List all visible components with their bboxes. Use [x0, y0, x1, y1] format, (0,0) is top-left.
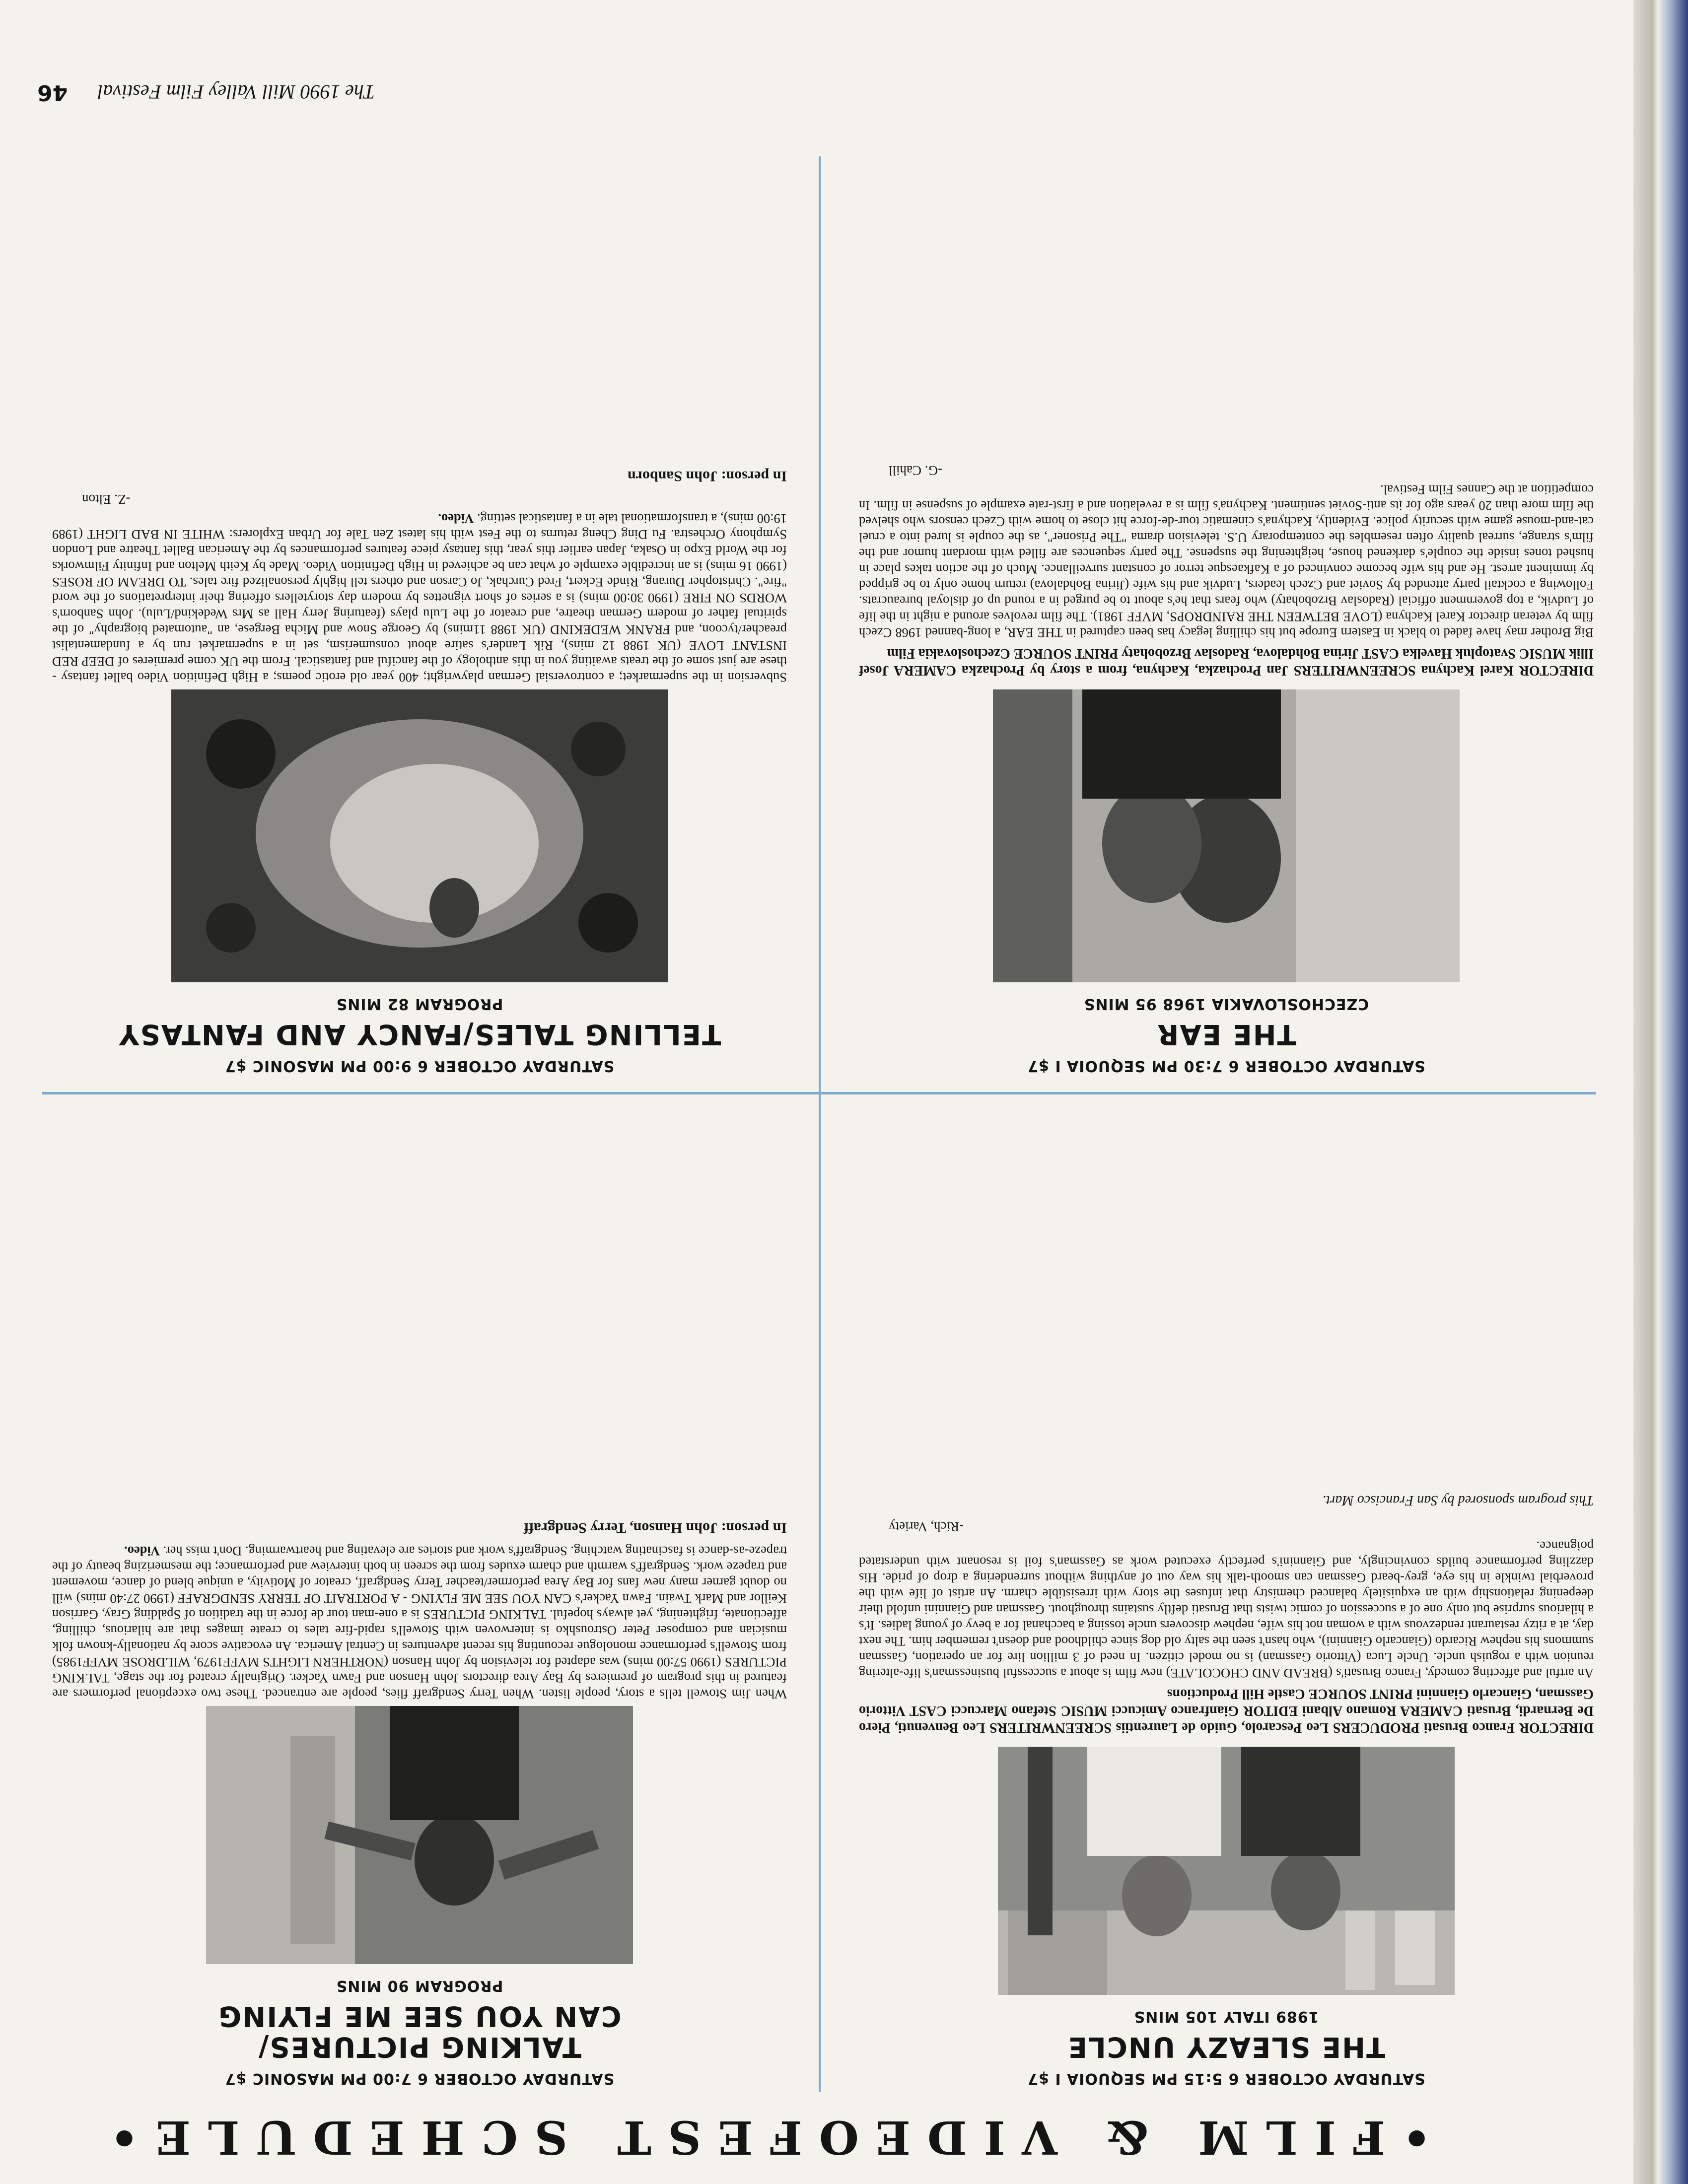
screening-info: SATURDAY OCTOBER 6 9:00 PM MASONIC $7 [224, 1057, 615, 1075]
film-credits: DIRECTOR Franco Brusati PRODUCERS Leo Pescarolo, Guido de Laurentiis SCREENWRITERS Leo Benvenuti, Piero De Bernardi, Brusati CAMERA Romano Albani EDITOR Gianfranco Amicucci MUSIC Stefano Marcucci CAST Vittorio Gassman, Giancarlo Giannini PRINT SOURCE Castle Hill Productions [859, 1686, 1594, 1735]
film-still-image [206, 1706, 633, 1964]
film-entry-sleazy-uncle [859, 1492, 1594, 2087]
film-still-image [993, 689, 1460, 982]
review-attribution: -G. Cahill [889, 463, 942, 478]
film-entry-the-ear [859, 463, 1594, 1075]
banner-bullet-left: • [1385, 2111, 1431, 2164]
film-title-line: TALKING PICTURES/ [257, 2031, 582, 2063]
publication-title: The 1990 Mill Valley Film Festival [97, 81, 375, 103]
screening-info: SATURDAY OCTOBER 6 7:00 PM MASONIC $7 [224, 2070, 615, 2087]
banner-bullet-right: • [93, 2111, 139, 2164]
film-still-image [171, 689, 668, 982]
film-still-photo [171, 689, 668, 982]
banner-text: FILM & VIDEOFEST SCHEDULE [139, 2111, 1386, 2164]
film-title-line: THE SLEAZY UNCLE [1067, 2031, 1386, 2063]
screening-info: SATURDAY OCTOBER 6 7:30 PM SEQUOIA I $7 [1027, 1057, 1425, 1075]
page-number: 46 [37, 80, 68, 105]
sponsor-note: This program sponsored by San Francisco Mart. [1322, 1493, 1594, 1508]
film-entry-telling-tales [52, 468, 787, 1075]
film-title [52, 1019, 787, 1049]
film-still-photo [206, 1706, 633, 1964]
film-credits: DIRECTOR Karel Kachyna SCREENWRITERS Jan Prochazka, Kachyna, from a story by Prochazka CAMERA Josef Illik MUSIC Svatopluk Havelka CAST Jirina Bohdalova, Radoslav Brzobohaty PRINT SOURCE Czechoslovakia Film [859, 646, 1594, 678]
column-divider [819, 156, 821, 2092]
film-still-image [998, 1747, 1455, 1995]
film-title [52, 2000, 787, 2062]
film-title-line: TELLING TALES/FANCY AND FANTASY [118, 1018, 721, 1050]
film-entry-talking-pictures [52, 1519, 787, 2087]
film-year-country-length: 1989 ITALY 105 MINS [1133, 2008, 1319, 2025]
film-still-photo [998, 1747, 1455, 1995]
page-footer [37, 80, 559, 105]
review-attribution: -Z. Elton [82, 492, 131, 507]
screening-info: SATURDAY OCTOBER 6 5:15 PM SEQUOIA I $7 [1027, 2070, 1425, 2087]
film-title-line: CAN YOU SEE ME FLYING [217, 2000, 622, 2032]
page-edge [1633, 0, 1688, 2184]
schedule-banner [92, 2111, 1432, 2164]
film-title [859, 1019, 1594, 1049]
program-description-text: When Jim Stowell tells a story, people listen. When Terry Sendgraff flies, people are entranced. These two exceptional performers are featured in this program of premieres by Bay Area directors John Hanson and Fawn Yacker. Originally created for the stage, TALKING PICTURES (1990 57:00 mins) was adapted for television by John Hanson (NORTHERN LIGHTS MVFF1979, WILDROSE MVFF1985) from Stowell's performance monologue recounting his recent adventures in Central America. An evocative score by nationally-known folk musician and composer Peter Ostroushko is interwoven with Stowell's rapid-fire tales to create images that are hilarious, chilling, affectionate, frightening, yet always hopeful. TALKING PICTURES is a one-man tour de force in the tradition of Spalding Gray, Garrison Keillor and Mark Twain. Fawn Yacker's CAN YOU SEE ME FLYING - A PORTRAIT OF TERRY SENDGRAFF (1990 27:40 mins) will no doubt garner many new fans for Bay Area performer/teacher Terry Sendgraff, creator of Motivity, a unique blend of dance, movement and trapeze work. Sendgraff's warmth and charm exudes from the screen in both interview and performance; the mesmerizing beauty of the trapeze-as-dance is fascinating watching. Sendgraff's work and stories are elevating and heartwarming. Don't miss her. [52, 1544, 787, 1702]
program-length: PROGRAM 90 MINS [336, 1977, 503, 1994]
format-tag: Video. [438, 511, 474, 526]
film-year-country-length: CZECHOSLOVAKIA 1968 95 MINS [1083, 995, 1369, 1013]
film-description: Big Brother may have faded to black in Eastern Europe but his chilling legacy has been captured in THE EAR, a long-banned 1968 Czech film by veteran director Karel Kachyna (LOVE BETWEEN THE RAINDROPS, MVFF 1981). The film revolves around a night in the life of Ludvik, a top government official (Radoslav Brzobohaty) who fears that he's about to be purged in a round up of disloyal bureaucrats. Following a cocktail party attended by Soviet and Czech leaders, Ludvik and his wife (Jirina Bohdalova) return home only to be gripped by imminent arrest. He and his wife become convinced of a Kafkaesque terror of constant surveillance. Much of the action takes place in hushed tones inside the couple's darkened house, heightening the suspense. The party sequences are filled with mordant humor and the film's strange, surreal quality often resembles the contemporary U.S. television drama "The Prisoner", as the couple is lured into a cruel cat-and-mouse game with security police. Evidently, Kachyna's cinematic tour-de-force hit close to home with Czech censors who shelved the film more than 20 years ago for its anti-Soviet sentiment. Kachyna's film is a revelation and a first-rate example of suspense in film. In competition at the Cannes Film Festival. [859, 482, 1594, 640]
film-still-photo [993, 689, 1460, 982]
program-description-text: Subversion in the supermarket; a controversial German playwright; 400 year old erotic poems; a High Definition Video ballet fantasy - these are just some of the treats awaiting you in this anthology of the fanciful and fantastical. From the UK come premieres of DEEP RED INSTANT LOVE (UK 1988 12 mins), Rik Lander's satire about consumerism, set in a supermarket run by a fundamentalist preacher/tycoon, and FRANK WEDEKIND (UK 1988 11mins) by George Snow and Micha Bergese, an "automated biography" of the spiritual father of modern German theatre, and creator of the Lulu plays (featuring Jerry Hall as Mrs Wedekind/Lulu). John Sanborn's WORDS ON FIRE (1990 30:00 mins) is a series of short vignettes by modern day storytellers offering their interpretations of the word "fire". Christopher Durang, Rinde Eckert, Fred Curchak, Jo Carson and others tell highly personalized fire tales. TO DREAM OF ROSES (1990 16 mins) is an incredible example of what can be achieved in High Definition Video. Made by Keith Melton and Infinity Filmworks for the World Expo in Osaka, Japan earlier this year, this fantasy piece features performances by the American Ballet Theatre and London Symphony Orchestra. Fu Ding Cheng returns to the Fest with his latest Zen Tale for Urban Explorers: WHITE IN BAD LIGHT (1989 19:00 mins), a transformational tale in a fantastical setting. [52, 511, 787, 685]
review-attribution: -Rich, Variety [889, 1519, 964, 1534]
row-divider [42, 1092, 1596, 1094]
film-description: An artful and affecting comedy, Franco Brusati's (BREAD AND CHOCOLATE) new film is about a successful businessman's life-altering reunion with a roguish uncle. Uncle Luca (Vittorio Gassman) is no model citizen. In need of 3 million lire for an operation, Gassman summons his nephew Ricardo (Giancarlo Giannini), who hasn't seen the salty old dog since childhood and doesn't remember him. The next day, at a ritzy restaurant rendezvous with a woman not his wife, nephew discovers uncle tossing a bacchanal for a bevy of young ladies. It's a hilarious surprise but only one of a succession of comic twists that Brusati deftly sustains throughout. Gassman and Giannini unfold their deepening relationship with an exquisitely balanced chemistry that infuses the story with irresistible charm. An artist of life with the proverbial twinkle in his eye, grey-beard Gassman can smooth-talk his way out of anything without surrendering a drop of pride. His dazzling performance builds convincingly, and Giannini's perfectly executed work as Gassman's foil is resonant with understated poignance. [859, 1539, 1594, 1681]
film-title [859, 2031, 1594, 2062]
film-title-line: THE EAR [1156, 1018, 1296, 1050]
program-description [52, 1543, 787, 1702]
program-length: PROGRAM 82 MINS [336, 995, 503, 1013]
in-person-guests: In person: John Hanson, Terry Sendgraff [523, 1520, 787, 1536]
format-tag: Video. [124, 1544, 160, 1559]
program-description [52, 511, 787, 685]
in-person-guests: In person: John Sanborn [628, 468, 787, 484]
